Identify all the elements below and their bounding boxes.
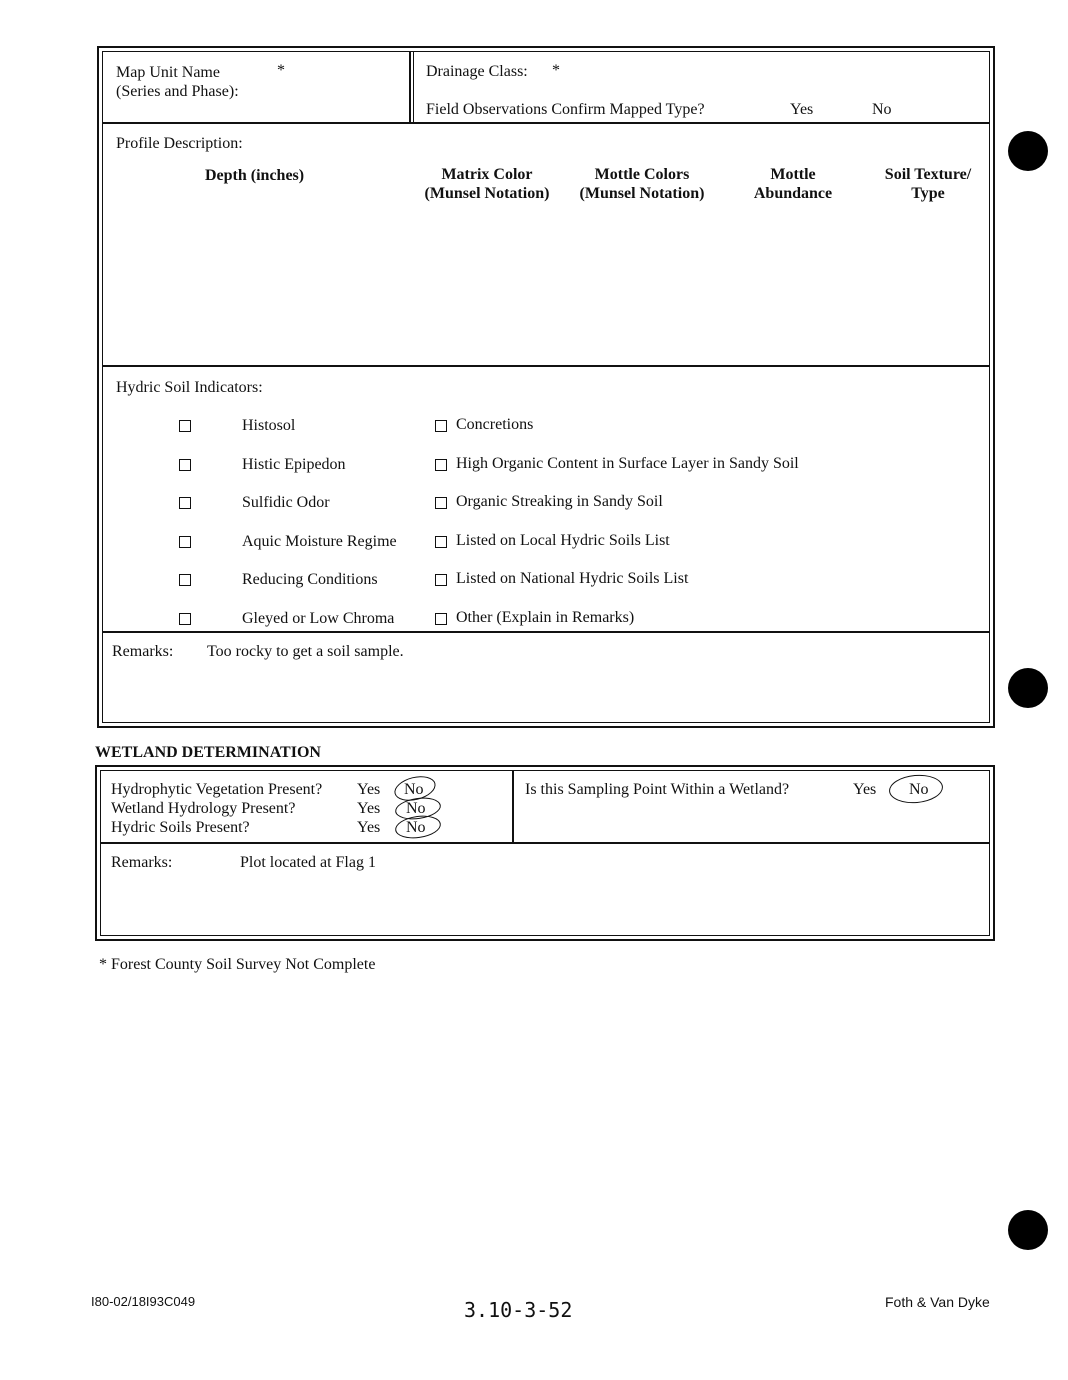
q-hydric-soils: Hydric Soils Present? [111,819,250,836]
footer-doc-id: I80-02/18I93C049 [91,1294,196,1309]
checkbox-local-list[interactable] [435,536,447,548]
map-unit-divider [409,51,411,123]
indicator-national-list: Listed on National Hydric Soils List [456,570,689,587]
indicator-local-list: Listed on Local Hydric Soils List [456,532,670,549]
indicator-high-organic: High Organic Content in Surface Layer in Sandy Soil [456,455,799,472]
indicator-other: Other (Explain in Remarks) [456,609,635,626]
col-soil-texture-l1: Soil Texture/ [884,166,972,183]
checkbox-concretions[interactable] [435,420,447,432]
q-hydrophytic-no: No [404,781,424,798]
col-soil-texture-l2: Type [911,185,945,202]
q-hydrophytic: Hydrophytic Vegetation Present? [111,781,323,798]
indicator-histic-epipedon: Histic Epipedon [242,456,346,473]
col-matrix-color-l1: Matrix Color [441,166,533,183]
checkbox-sulfidic-odor[interactable] [179,497,191,509]
col-mottle-colors-l1: Mottle Colors [594,166,690,183]
map-unit-divider-2 [413,51,414,123]
punch-hole-bottom [1008,1210,1048,1250]
indicators-bottom-line [102,631,990,633]
field-obs-no: No [872,101,892,118]
q-hydrology-no: No [406,800,426,817]
col-matrix-color [412,165,562,203]
map-unit-label: Map Unit Name [116,64,220,81]
checkbox-organic-streaking[interactable] [435,497,447,509]
map-unit-star: * [277,62,285,79]
profile-label: Profile Description: [116,135,243,152]
wetland-divider [512,770,514,843]
col-depth: Depth (inches) [205,167,305,184]
map-unit-sublabel: (Series and Phase): [116,83,239,100]
q-hydrology: Wetland Hydrology Present? [111,800,296,817]
col-mottle-colors-l2: (Munsel Notation) [579,185,705,202]
punch-hole-top [1008,131,1048,171]
checkbox-aquic-moisture[interactable] [179,536,191,548]
checkbox-high-organic[interactable] [435,459,447,471]
q-within-wetland: Is this Sampling Point Within a Wetland? [525,781,790,798]
q-hydrology-yes: Yes [357,800,381,817]
q-hydric-soils-no: No [406,819,426,836]
indicator-concretions: Concretions [456,416,534,433]
footnote: * Forest County Soil Survey Not Complete [99,956,376,973]
top-row-line [102,122,990,124]
wetland-heading: WETLAND DETERMINATION [95,744,321,761]
field-obs-yes: Yes [790,101,814,118]
indicator-reducing-conditions: Reducing Conditions [242,571,378,588]
checkbox-reducing-conditions[interactable] [179,574,191,586]
indicator-organic-streaking: Organic Streaking in Sandy Soil [456,493,663,510]
col-soil-texture [868,165,988,203]
punch-hole-middle [1008,668,1048,708]
checkbox-histosol[interactable] [179,420,191,432]
soil-remarks-text: Too rocky to get a soil sample. [207,643,404,660]
indicator-gleyed: Gleyed or Low Chroma [242,610,395,627]
q-hydrophytic-yes: Yes [357,781,381,798]
wetland-remarks-label: Remarks: [111,854,173,871]
checkbox-other[interactable] [435,613,447,625]
checkbox-histic-epipedon[interactable] [179,459,191,471]
q-hydric-soils-yes: Yes [357,819,381,836]
footer-page-number: 3.10-3-52 [464,1298,573,1322]
col-mottle-abundance-l1: Mottle [770,166,816,183]
col-mottle-colors [567,165,717,203]
col-matrix-color-l2: (Munsel Notation) [424,185,550,202]
indicators-label: Hydric Soil Indicators: [116,379,263,396]
wetland-row-line [100,842,990,844]
drainage-label: Drainage Class: [426,63,528,80]
indicator-sulfidic-odor: Sulfidic Odor [242,494,330,511]
checkbox-gleyed[interactable] [179,613,191,625]
checkbox-national-list[interactable] [435,574,447,586]
indicator-histosol: Histosol [242,417,296,434]
col-mottle-abundance [738,165,848,203]
indicator-aquic-moisture: Aquic Moisture Regime [242,533,397,550]
col-mottle-abundance-l2: Abundance [753,185,833,202]
q-within-wetland-no: No [909,781,929,798]
profile-bottom-line [102,365,990,367]
soil-remarks-label: Remarks: [112,643,174,660]
footer-company: Foth & Van Dyke [885,1294,990,1310]
wetland-remarks-text: Plot located at Flag 1 [240,854,376,871]
field-obs-label: Field Observations Confirm Mapped Type? [426,101,705,118]
q-within-wetland-yes: Yes [853,781,877,798]
drainage-star: * [552,62,560,79]
